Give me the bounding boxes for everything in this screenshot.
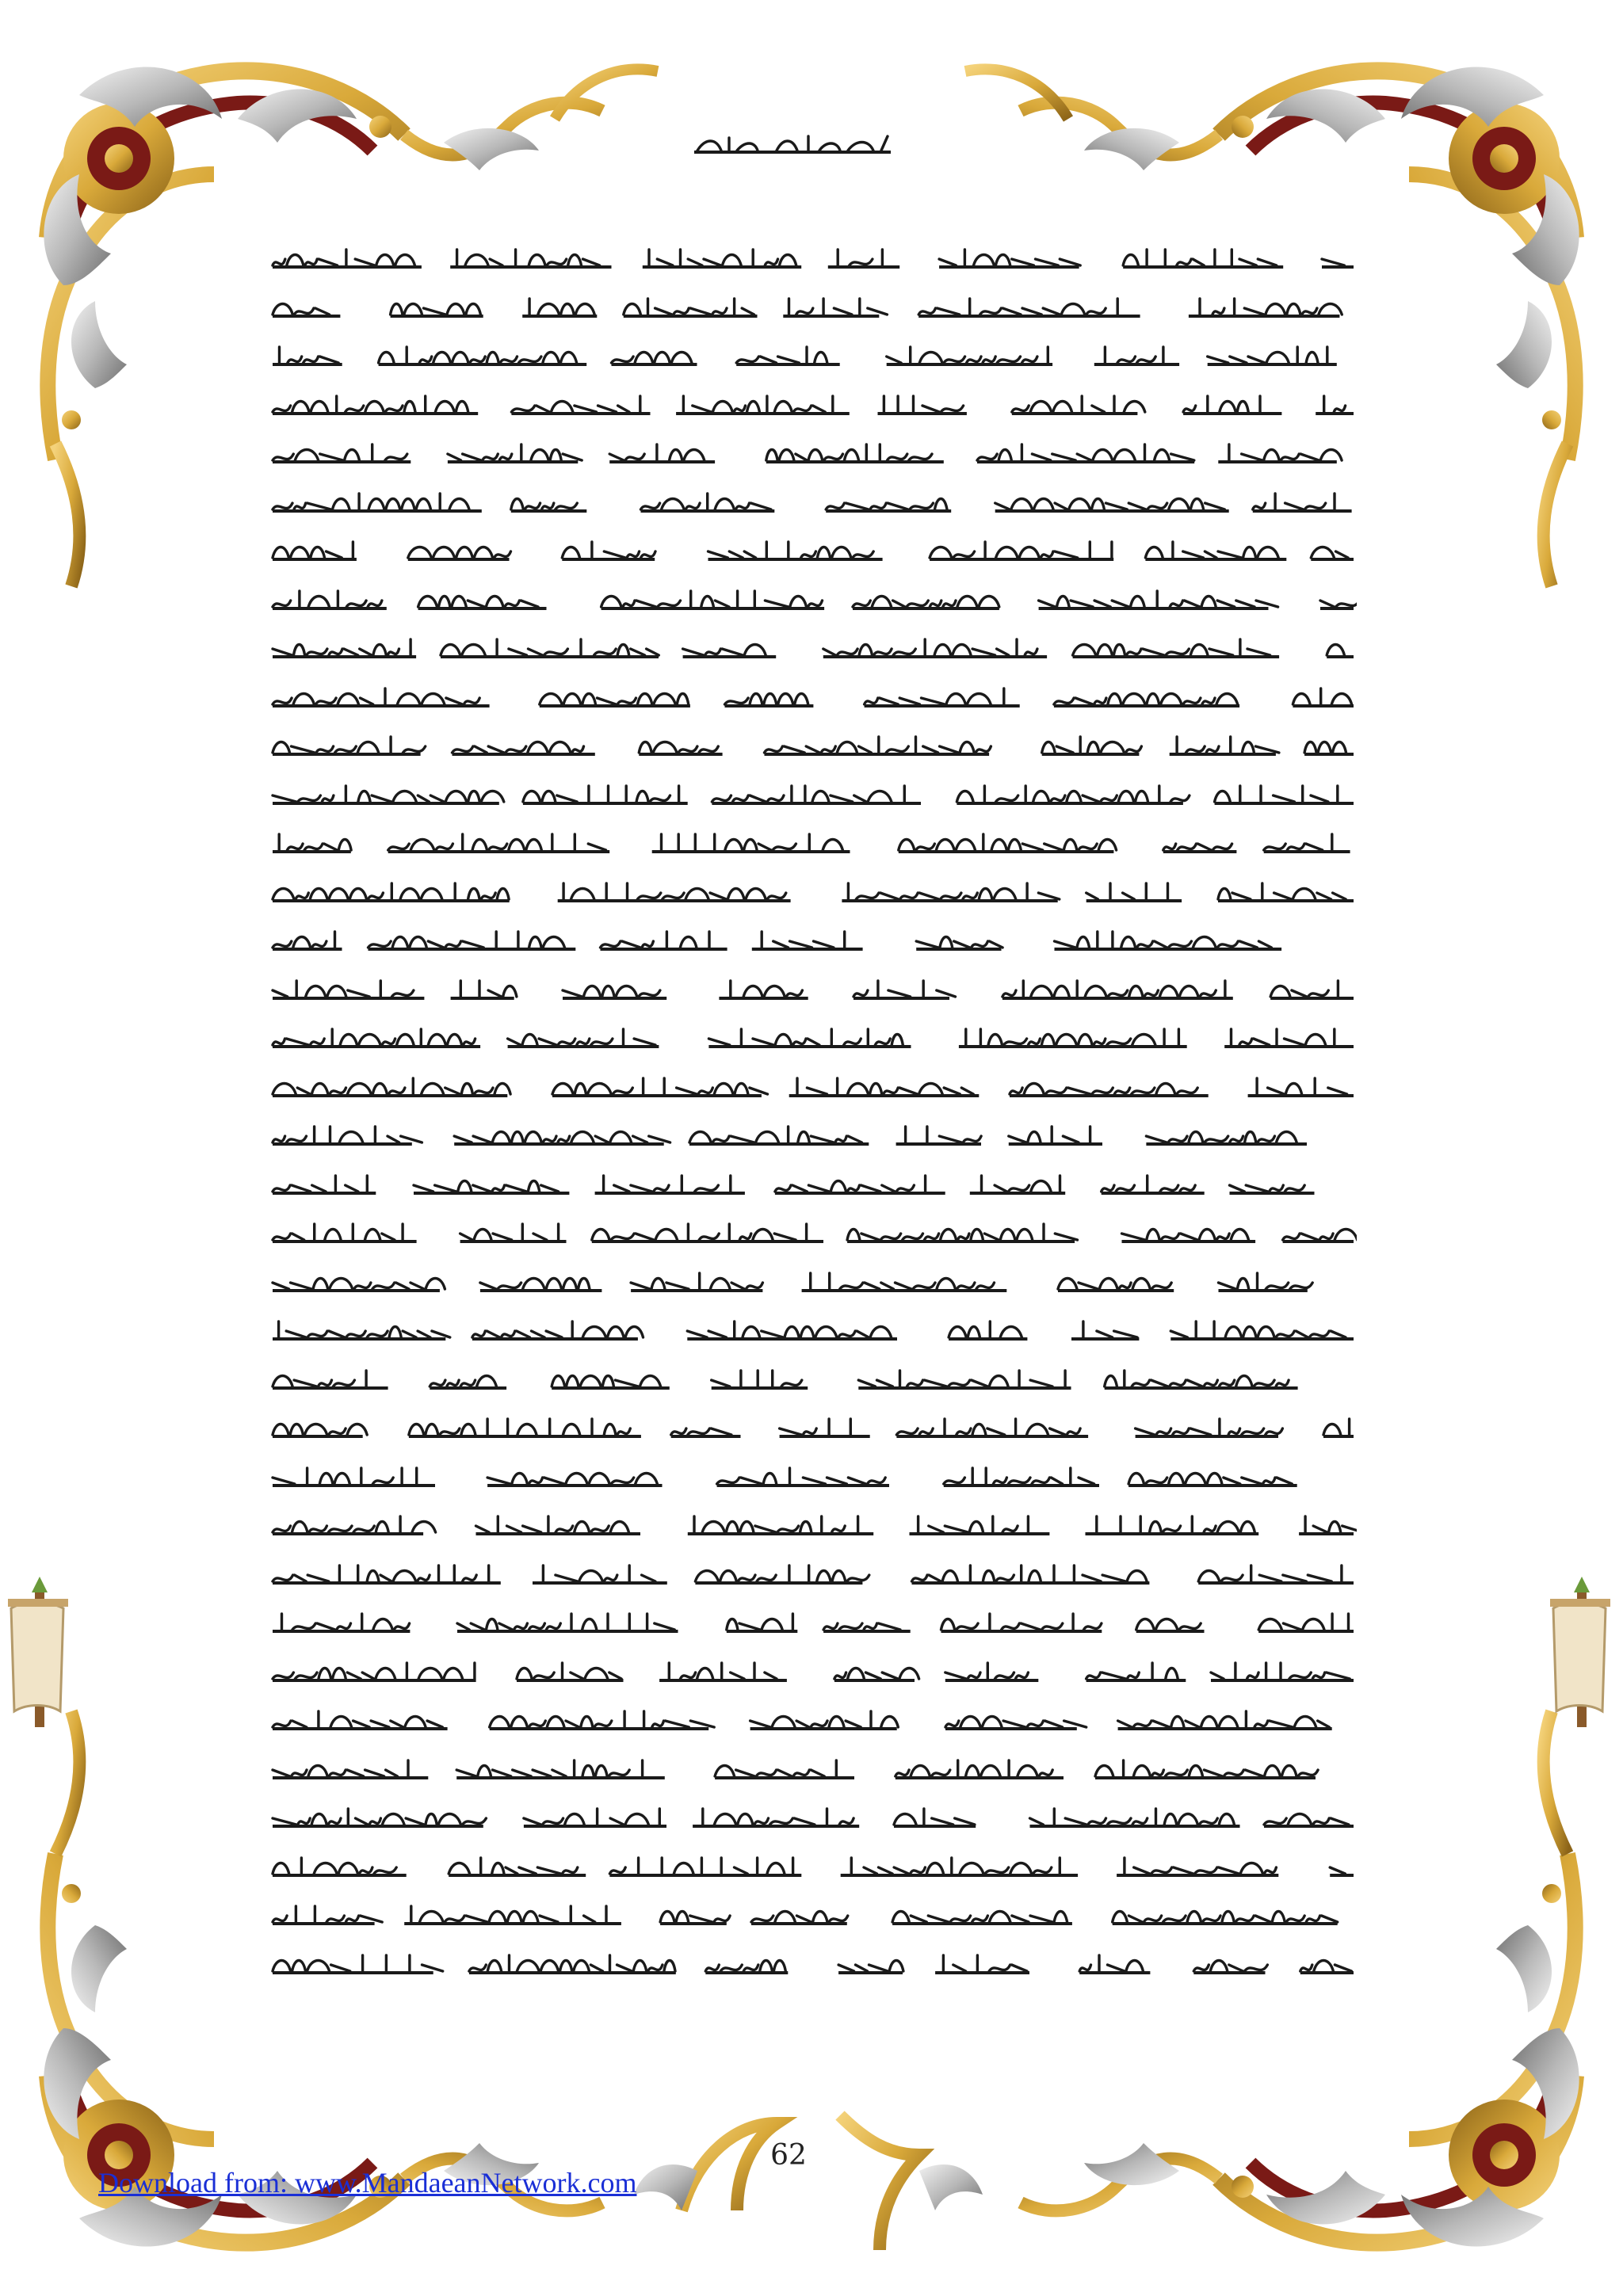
text-line [269,1168,1357,1199]
text-line [269,1021,1357,1053]
text-line [269,242,1357,273]
text-line [269,291,1357,322]
text-line [269,1216,1357,1248]
text-line [269,973,1357,1005]
text-line [269,1753,1357,1784]
header-title [689,127,896,163]
text-line [269,1460,1357,1492]
text-line [269,388,1357,420]
text-line [269,729,1357,761]
text-line [269,1119,1357,1150]
text-line [269,1801,1357,1833]
text-line [269,1898,1357,1930]
text-line [269,534,1357,566]
text-line [269,681,1357,712]
text-line [269,583,1357,615]
text-line [269,1703,1357,1735]
text-line [269,1363,1357,1394]
left-sword-banner [8,1577,68,1727]
text-line [269,1411,1357,1443]
text-line [269,1606,1357,1638]
download-link[interactable]: Download from: www.MandaeanNetwork.com [98,2167,637,2199]
right-sword-banner [1550,1577,1610,1727]
text-line [269,1314,1357,1345]
text-line [269,437,1357,468]
page-number: 62 [770,2139,807,2172]
text-line [269,339,1357,371]
text-line [269,1947,1357,1979]
text-line [269,1558,1357,1589]
text-line [269,1850,1357,1882]
text-line [269,486,1357,517]
text-line [269,1508,1357,1540]
text-line [269,778,1357,810]
text-line [269,1070,1357,1102]
text-line [269,924,1357,955]
text-line [269,1265,1357,1297]
text-line [269,631,1357,663]
text-line [269,826,1357,858]
text-line [269,1655,1357,1687]
text-line [269,875,1357,907]
